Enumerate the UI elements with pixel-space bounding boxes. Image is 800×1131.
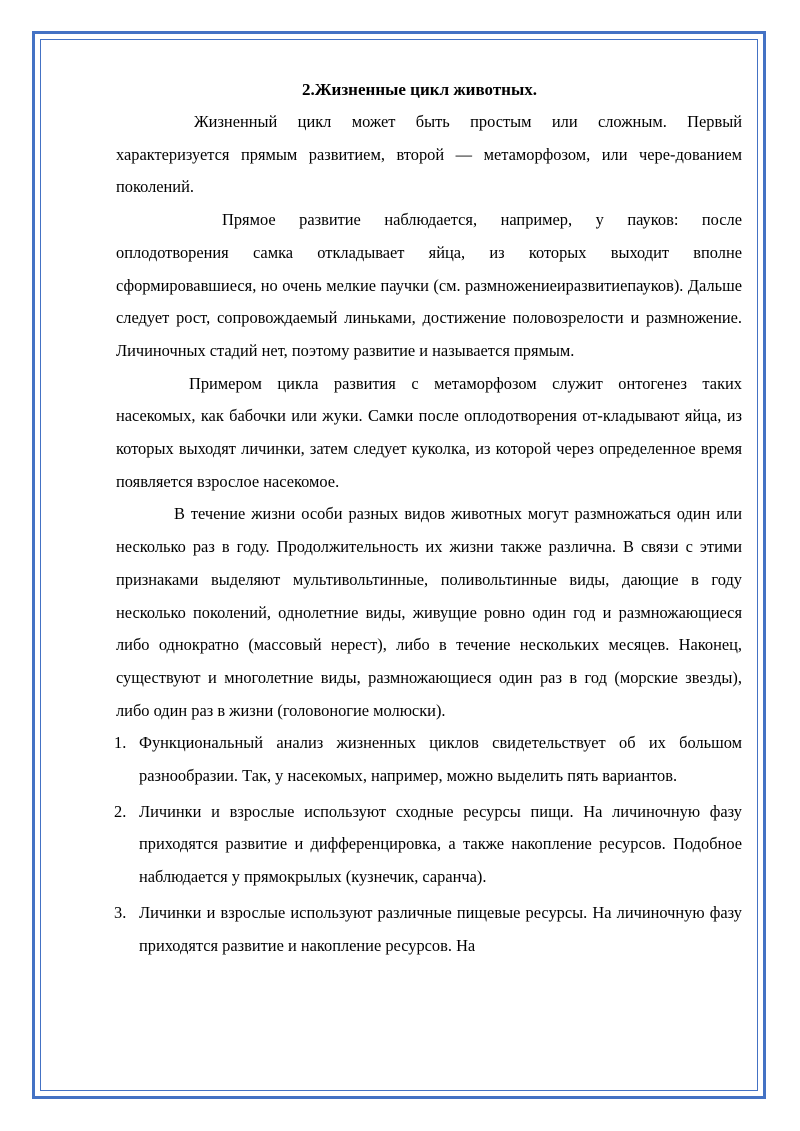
paragraph-reproduction-frequency: В течение жизни особи разных видов животных могут размножаться один или несколько раз в году. Продолжительность их жизни также различна. В связи с этими признаками выделяют мультивольтинные, поливольтинные виды, дающие в году несколько поколений, однолетние виды, живущие ровно один год и размножающиеся либо однократно (массовый нерест), либо в течение нескольких месяцев. Наконец, существуют и многолетние виды, размножающиеся один раз в год (морские звезды), либо один раз в жизни (головоногие молюски). <box>116 504 742 720</box>
list-item <box>116 796 742 894</box>
paragraph-life-cycle-intro: Жизненный цикл может быть простым или сложным. Первый характеризуется прямым развитием, второй — метаморфозом, или чере-дованием поколений. <box>116 112 742 197</box>
list-item-number: 2. <box>114 801 127 821</box>
paragraph-direct-development: Прямое развитие наблюдается, например, у пауков: после оплодотворения самка откладывает яйца, из которых выходит вполне сформировавшиеся, но очень мелкие паучки (см. размножениеиразвитиепауков). Дальше следует рост, сопровождаемый линьками, достижение половозрелости и размножение. Личиночных стадий нет, поэтому развитие и называется прямым. <box>116 210 742 360</box>
document-body <box>116 76 742 965</box>
paragraph-metamorphosis: Примером цикла развития с метаморфозом служит онтогенез таких насекомых, как бабочки или жуки. Самки после оплодотворения от-кладывают яйца, из которых выходят личинки, затем следует куколка, из которой через определенное время появляется взрослое насекомое. <box>116 373 742 491</box>
list-item <box>116 727 742 792</box>
numbered-list <box>116 727 742 962</box>
list-item-number: 3. <box>114 902 127 922</box>
list-item-number: 1. <box>114 733 127 753</box>
page-title: 2.Жизненные цикл животных. <box>302 80 537 99</box>
list-item-text: Функциональный анализ жизненных циклов свидетельствует об их большом разнообразии. Так, у насекомых, например, можно выделить пять вариантов. <box>139 733 742 786</box>
list-item <box>116 897 742 962</box>
list-item-text: Личинки и взрослые используют различные пищевые ресурсы. На личиночную фазу приходятся развитие и накопление ресурсов. На <box>139 902 742 955</box>
list-item-text: Личинки и взрослые используют сходные ресурсы пищи. На личиночную фазу приходятся развитие и дифференцировка, а также накопление ресурсов. Подобное наблюдается у прямокрылых (кузнечик, саранча). <box>139 801 742 887</box>
